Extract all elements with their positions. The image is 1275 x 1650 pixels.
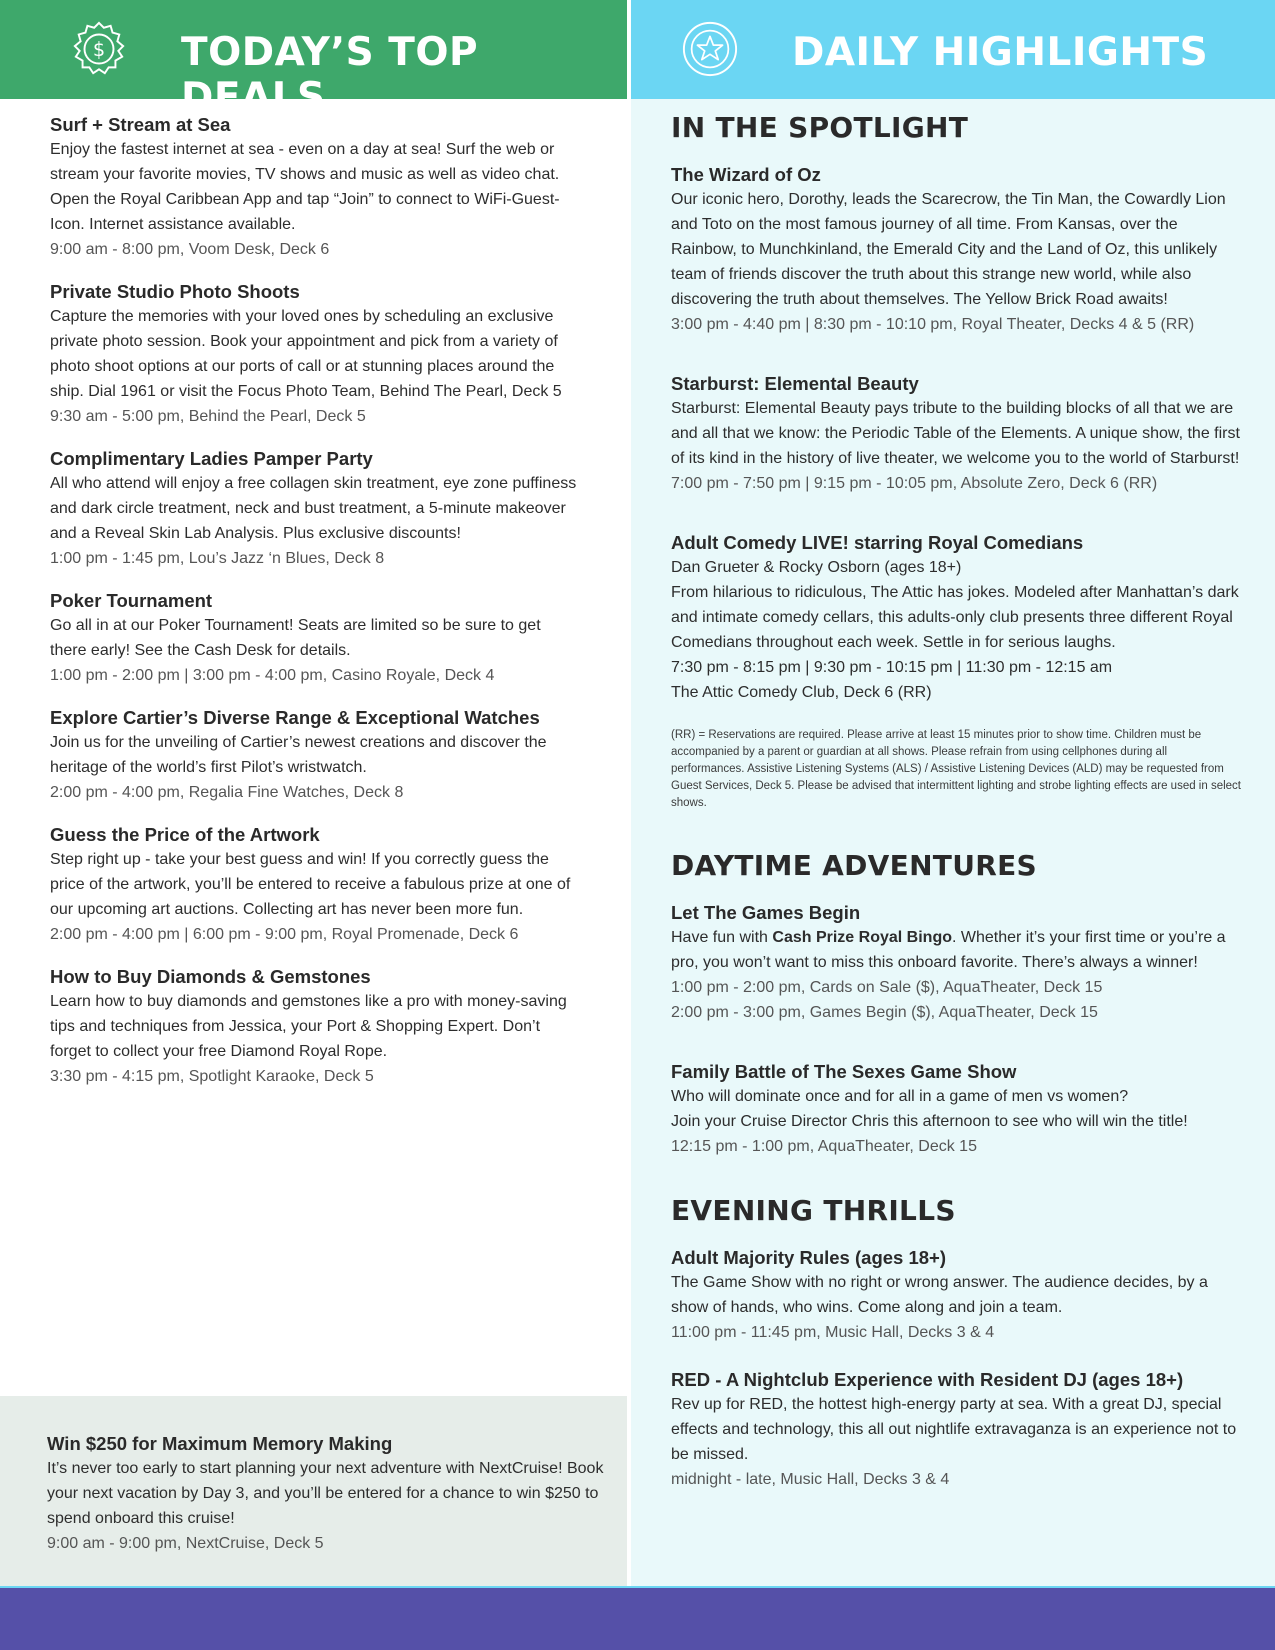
activity-time: 2:00 pm - 3:00 pm, Games Begin ($), AquaTheater, Deck 15 [671,1004,1098,1021]
deal-desc: Step right up - take your best guess and win! If you correctly guess the price of the artwork, you’ll be entered to receive a fabulous prize at one of our upcoming art auctions. Collecting art has never been more fun. [50,851,571,918]
daily-highlights-title: DAILY HIGHLIGHTS [792,30,1209,75]
activity-title: Family Battle of The Sexes Game Show [671,1061,1017,1082]
reservation-fineprint: (RR) = Reservations are required. Please arrive at least 15 minutes prior to show time. Children must be accompanied by a parent or guardian at all shows. Please refrain from using cellphones during all performances. Assistive Listening Systems (ALS) / Assistive Listening Devices (ALD) may be requested from Guest Services, Deck 5. Please be advised that intermittent lighting and strobe lighting effects are used in select shows. [671,729,1241,809]
deal-time: 2:00 pm - 4:00 pm, Regalia Fine Watches, Deck 8 [50,784,404,801]
deal-time: 9:00 am - 8:00 pm, Voom Desk, Deck 6 [50,241,330,258]
evening-item [671,1367,1241,1492]
show-time: 3:00 pm - 4:40 pm | 8:30 pm - 10:10 pm, Royal Theater, Decks 4 & 5 (RR) [671,316,1195,333]
deal-item [50,588,580,688]
show-time: 7:30 pm - 8:15 pm | 9:30 pm - 10:15 pm | 11:30 pm - 12:15 am [671,659,1113,676]
spotlight-heading: IN THE SPOTLIGHT [671,111,969,144]
evening-heading: EVENING THRILLS [671,1194,956,1227]
show-title: Starburst: Elemental Beauty [671,373,919,394]
promo-title: Win $250 for Maximum Memory Making [47,1433,393,1454]
activity-time: 12:15 pm - 1:00 pm, AquaTheater, Deck 15 [671,1138,977,1155]
deals-list [50,112,580,1106]
promo-time: 9:00 am - 9:00 pm, NextCruise, Deck 5 [47,1535,324,1552]
promo-desc: It’s never too early to start planning your next adventure with NextCruise! Book your next vacation by Day 3, and you’ll be entered for a chance to win $250 to spend onboard this cruise! [47,1460,604,1527]
deal-item [50,112,580,262]
deal-title: Guess the Price of the Artwork [50,824,320,845]
spotlight-item [671,371,1241,496]
deal-time: 3:30 pm - 4:15 pm, Spotlight Karaoke, Deck 5 [50,1068,374,1085]
dollar-badge-icon [70,20,128,78]
show-title: The Wizard of Oz [671,164,821,185]
promo-box [0,1396,627,1590]
activity-time: 1:00 pm - 2:00 pm, Cards on Sale ($), AquaTheater, Deck 15 [671,979,1103,996]
deal-desc: Enjoy the fastest internet at sea - even on a day at sea! Surf the web or stream your favorite movies, TV shows and music as well as video chat. Open the Royal Caribbean App and tap “Join” to connect to WiFi-Guest-Icon. Internet assistance available. [50,141,560,233]
deal-desc: Join us for the unveiling of Cartier’s newest creations and discover the heritage of the world’s first Pilot’s wristwatch. [50,734,547,776]
daytime-item [671,1059,1241,1159]
svg-text:$: $ [92,37,106,61]
deal-title: Complimentary Ladies Pamper Party [50,448,373,469]
activity-title: Adult Majority Rules (ages 18+) [671,1247,946,1268]
evening-item [671,1245,1241,1345]
show-title: Adult Comedy LIVE! starring Royal Comedians [671,532,1084,553]
activity-desc: Who will dominate once and for all in a game of men vs women? [671,1088,1129,1105]
deal-time: 9:30 am - 5:00 pm, Behind the Pearl, Deck 5 [50,408,366,425]
deal-desc: Capture the memories with your loved ones by scheduling an exclusive private photo session. Book your appointment and pick from a variety of photo shoot options at our ports of call or at stunning places around the ship. Dial 1961 or visit the Focus Photo Team, Behind The Pearl, Deck 5 [50,308,562,400]
bingo-highlight: Cash Prize Royal Bingo [772,929,952,946]
highlights-content [671,110,1241,1514]
deal-desc: Go all in at our Poker Tournament! Seats are limited so be sure to get there early! See the Cash Desk for details. [50,617,541,659]
deal-title: Explore Cartier’s Diverse Range & Exceptional Watches [50,707,540,728]
deal-title: Poker Tournament [50,590,213,611]
daytime-heading: DAYTIME ADVENTURES [671,849,1037,882]
show-performers: Dan Grueter & Rocky Osborn (ages 18+) [671,559,962,576]
activity-title: RED - A Nightclub Experience with Resident DJ (ages 18+) [671,1369,1184,1390]
show-desc: From hilarious to ridiculous, The Attic has jokes. Modeled after Manhattan’s dark and intimate comedy cellars, this adults-only club presents three different Royal Comedians throughout each week. Settle in for serious laughs. [671,584,1239,651]
spotlight-item [671,162,1241,337]
show-venue: The Attic Comedy Club, Deck 6 (RR) [671,684,932,701]
deal-title: Private Studio Photo Shoots [50,281,300,302]
deal-item [50,446,580,571]
deal-item [50,279,580,429]
show-time: 7:00 pm - 7:50 pm | 9:15 pm - 10:05 pm, Absolute Zero, Deck 6 (RR) [671,475,1158,492]
deal-item [50,964,580,1089]
deal-desc: All who attend will enjoy a free collagen skin treatment, eye zone puffiness and dark circle treatment, neck and bust treatment, a 5-minute makeover and a Reveal Skin Lab Analysis. Plus exclusive discounts! [50,475,577,542]
activity-title: Let The Games Begin [671,902,861,923]
activity-desc: Join your Cruise Director Chris this afternoon to see who will win the title! [671,1113,1188,1130]
deal-desc: Learn how to buy diamonds and gemstones like a pro with money-saving tips and techniques from Jessica, your Port & Shopping Expert. Don’t forget to collect your free Diamond Royal Rope. [50,993,567,1060]
star-circle-icon [681,20,739,78]
deal-title: Surf + Stream at Sea [50,114,231,135]
show-desc: Starburst: Elemental Beauty pays tribute to the building blocks of all that we are and all that we know: the Periodic Table of the Elements. A unique show, the first of its kind in the history of live theater, we welcome you to the world of Starburst! [671,400,1240,467]
top-deals-title: TODAY’S TOP DEALS [181,30,479,120]
activity-desc: Rev up for RED, the hottest high-energy party at sea. With a great DJ, special effects and technology, this all out nightlife extravaganza is an experience not to be missed. [671,1396,1237,1463]
top-deals-header [0,0,627,120]
deal-time: 1:00 pm - 1:45 pm, Lou’s Jazz ‘n Blues, Deck 8 [50,550,385,567]
activity-desc: The Game Show with no right or wrong answer. The audience decides, by a show of hands, who wins. Come along and join a team. [671,1274,1208,1316]
deal-time: 2:00 pm - 4:00 pm | 6:00 pm - 9:00 pm, Royal Promenade, Deck 6 [50,926,519,943]
activity-time: 11:00 pm - 11:45 pm, Music Hall, Decks 3 & 4 [671,1324,995,1341]
deal-item [50,705,580,805]
daytime-item [671,900,1241,1025]
activity-time: midnight - late, Music Hall, Decks 3 & 4 [671,1471,950,1488]
activity-desc: Have fun with Cash Prize Royal Bingo. Whether it’s your first time or you’re a pro, you won’t want to miss this onboard favorite. There’s always a winner! [671,929,1226,971]
deal-item [50,822,580,947]
footer-band [0,1588,1275,1650]
daily-highlights-header [631,0,1275,99]
show-desc: Our iconic hero, Dorothy, leads the Scarecrow, the Tin Man, the Cowardly Lion and Toto on the most famous journey of all time. From Kansas, over the Rainbow, to Munchkinland, the Emerald City and the Land of Oz, this unlikely team of friends discover the truth about this strange new world, while also discovering the truth about themselves. The Yellow Brick Road awaits! [671,191,1226,308]
deal-title: How to Buy Diamonds & Gemstones [50,966,371,987]
deal-time: 1:00 pm - 2:00 pm | 3:00 pm - 4:00 pm, Casino Royale, Deck 4 [50,667,495,684]
spotlight-item [671,530,1241,705]
